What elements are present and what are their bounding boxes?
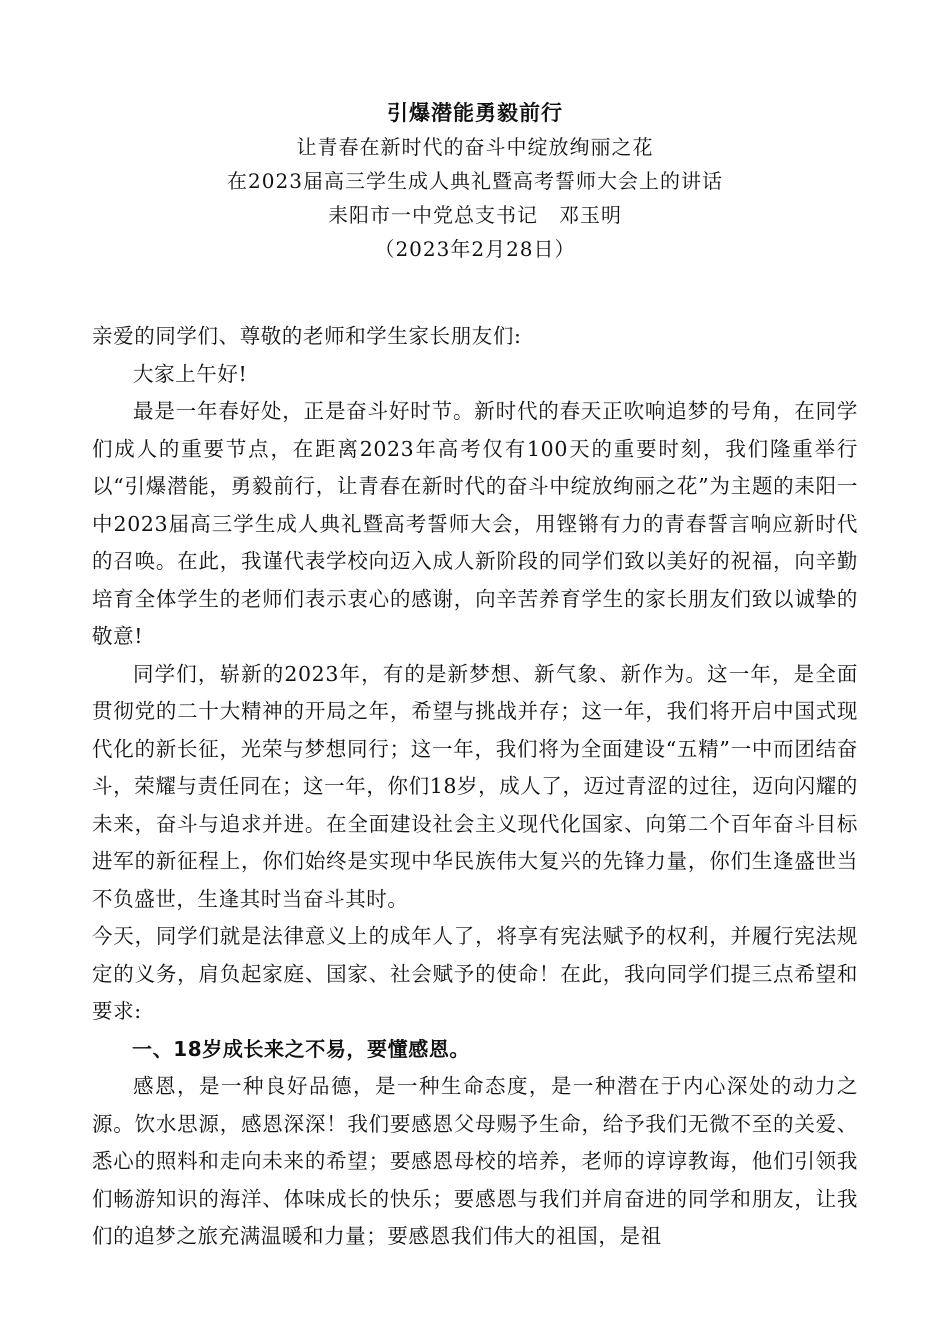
document-subtitle: 让青春在新时代的奋斗中绽放绚丽之花 [296, 135, 654, 159]
speech-date: （2023年2月28日） [374, 237, 576, 261]
paragraph-2: 同学们，崭新的2023年，有的是新梦想、新气象、新作为。这一年，是全面贯彻党的二十大精神的开局之年，希望与挑战并存；这一年，我们将开启中国式现代化的新长征，光荣与梦想同行；这一年，我们将为全面建设“五精”一中而团结奋斗，荣耀与责任同在；这一年，你们18岁，成人了，迈过青涩的过往，迈向闪耀的未来，奋斗与追求并进。在全面建设社会主义现代化国家、向第二个百年奋斗目标进军的新征程上，你们始终是实现中华民族伟大复兴的先锋力量，你们生逢盛世当不负盛世，生逢其时当奋斗其时。 [92, 661, 858, 911]
paragraph-1: 最是一年春好处，正是奋斗好时节。新时代的春天正吹响追梦的号角，在同学们成人的重要节点，在距离2023年高考仅有100天的重要时刻，我们隆重举行以“引爆潜能，勇毅前行，让青春在新时代的奋斗中绽放绚丽之花”为主题的耒阳一中2023届高三学生成人典礼暨高考誓师大会，用铿锵有力的青春誓言响应新时代的召唤。在此，我谨代表学校向迈入成人新阶段的同学们致以美好的祝福，向辛勤培育全体学生的老师们表示衷心的感谢，向辛苦养育学生的家长朋友们致以诚挚的敬意! [92, 399, 858, 648]
paragraph-3: 今天，同学们就是法律意义上的成年人了，将享有宪法赋予的权利，并履行宪法规定的义务，肩负起家庭、国家、社会赋予的使命！在此，我向同学们提三点希望和要求: [92, 924, 858, 1023]
section-heading-1: 一、18岁成长来之不易，要懂感恩。 [132, 1036, 471, 1061]
speech-body [92, 318, 858, 1256]
paragraph-4: 感恩，是一种良好品德，是一种生命态度，是一种潜在于内心深处的动力之源。饮水思源，感恩深深！我们要感恩父母赐予生命，给予我们无微不至的关爱、悉心的照料和走向未来的希望；要感恩母校的培养，老师的谆谆教诲，他们引领我们畅游知识的海洋、体味成长的快乐；要感恩与我们并肩奋进的同学和朋友，让我们的追梦之旅充满温暖和力量；要感恩我们伟大的祖国，是祖 [92, 1074, 858, 1248]
speech-occasion: 在2023届高三学生成人典礼暨高考誓师大会上的讲话 [227, 169, 723, 193]
speaker-line: 耒阳市一中党总支书记 邓玉明 [328, 203, 622, 227]
document-header [0, 96, 950, 266]
salutation: 亲爱的同学们、尊敬的老师和学生家长朋友们: [92, 324, 522, 348]
greeting: 大家上午好! [133, 361, 248, 386]
document-title: 引爆潜能勇毅前行 [387, 100, 563, 125]
